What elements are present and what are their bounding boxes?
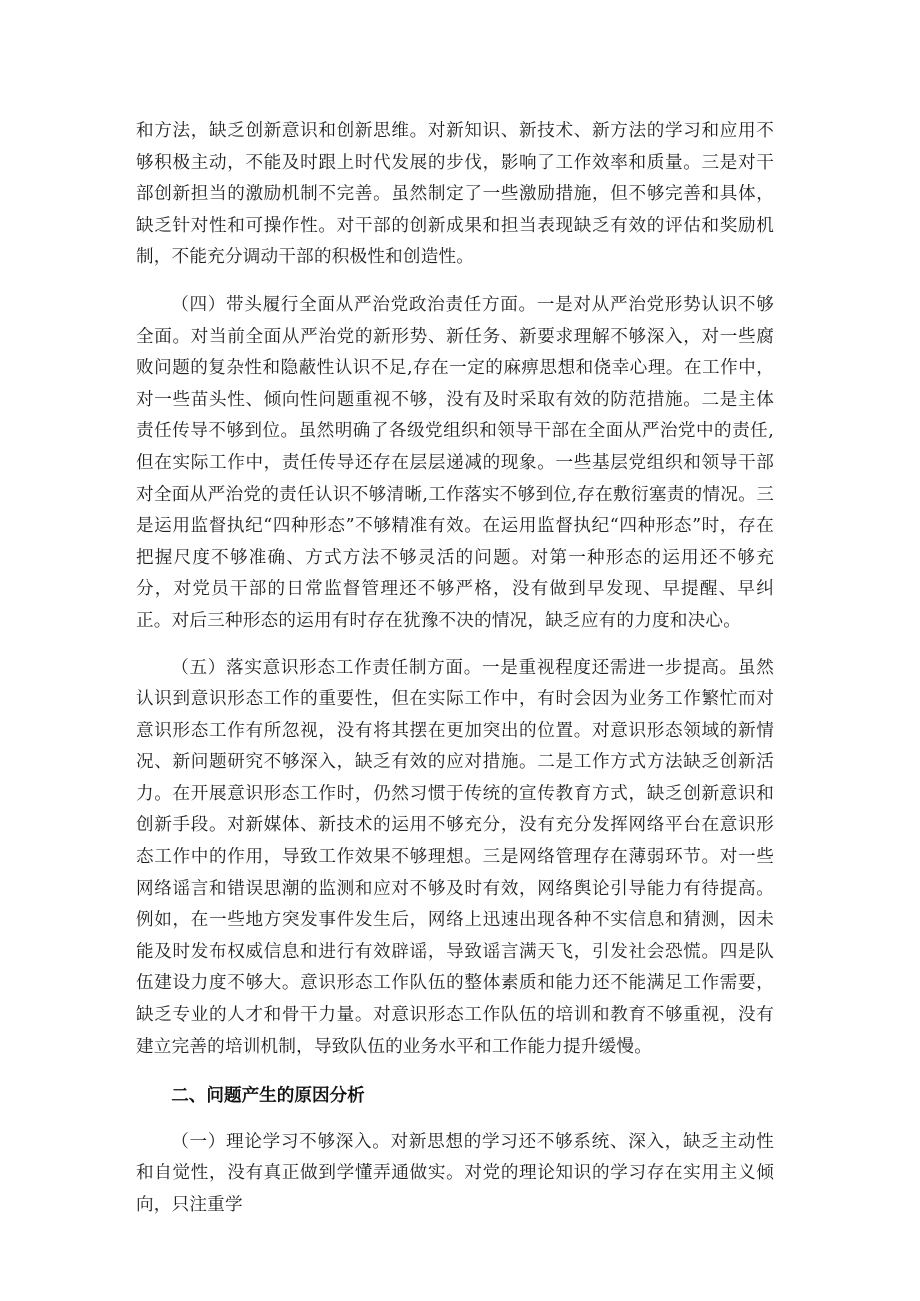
paragraph-section-five: （五）落实意识形态工作责任制方面。一是重视程度还需进一步提高。虽然认识到意识形态工作的重要性，但在实际工作中，有时会因为业务工作繁忙而对意识形态工作有所忽视，没有将其摆在更加突出的位置。对意识形态领域的新情况、新问题研究不够深入，缺乏有效的应对措施。二是工作方式方法缺乏创新活力。在开展意识形态工作时，仍然习惯于传统的宣传教育方式，缺乏创新意识和创新手段。对新媒体、新技术的运用不够充分，没有充分发挥网络平台在意识形态工作中的作用，导致工作效果不够理想。三是网络管理存在薄弱环节。对一些网络谣言和错误思潮的监测和应对不够及时有效，网络舆论引导能力有待提高。例如，在一些地方突发事件发生后，网络上迅速出现各种不实信息和猜测，因未能及时发布权威信息和进行有效辟谣，导致谣言满天飞，引发社会恐慌。四是队伍建设力度不够大。意识形态工作队伍的整体素质和能力还不能满足工作需要，缺乏专业的人才和骨干力量。对意识形态工作队伍的培训和教育不够重视，没有建立完善的培训机制，导致队伍的业务水平和工作能力提升缓慢。	[136, 657, 774, 1057]
paragraph-cause-one: （一）理论学习不够深入。对新思想的学习还不够系统、深入，缺乏主动性和自觉性，没有真正做到学懂弄通做实。对党的理论知识的学习存在实用主义倾向，只注重学	[136, 1131, 774, 1215]
section-heading: 二、问题产生的原因分析	[171, 1086, 365, 1107]
paragraph-section-four: （四）带头履行全面从严治党政治责任方面。一是对从严治党形势认识不够全面。对当前全面从严治党的新形势、新任务、新要求理解不够深入，对一些腐败问题的复杂性和隐蔽性认识不足,存在一定的麻痹思想和侥幸心理。在工作中，对一些苗头性、倾向性问题重视不够，没有及时采取有效的防范措施。二是主体责任传导不够到位。虽然明确了各级党组织和领导干部在全面从严治党中的责任,但在实际工作中，责任传导还存在层层递减的现象。一些基层党组织和领导干部对全面从严治党的责任认识不够清晰,工作落实不够到位,存在敷衍塞责的情况。三是运用监督执纪“四种形态”不够精准有效。在运用监督执纪“四种形态”时，存在把握尺度不够准确、方式方法不够灵活的问题。对第一种形态的运用还不够充分，对党员干部的日常监督管理还不够严格，没有做到早发现、早提醒、早纠正。对后三种形态的运用有时存在犹豫不决的情况，缺乏应有的力度和决心。	[136, 294, 774, 631]
paragraph-continuation: 和方法，缺乏创新意识和创新思维。对新知识、新技术、新方法的学习和应用不够积极主动，不能及时跟上时代发展的步伐，影响了工作效率和质量。三是对干部创新担当的激励机制不完善。虽然制定了一些激励措施，但不够完善和具体，缺乏针对性和可操作性。对干部的创新成果和担当表现缺乏有效的评估和奖励机制，不能充分调动干部的积极性和创造性。	[136, 121, 774, 268]
